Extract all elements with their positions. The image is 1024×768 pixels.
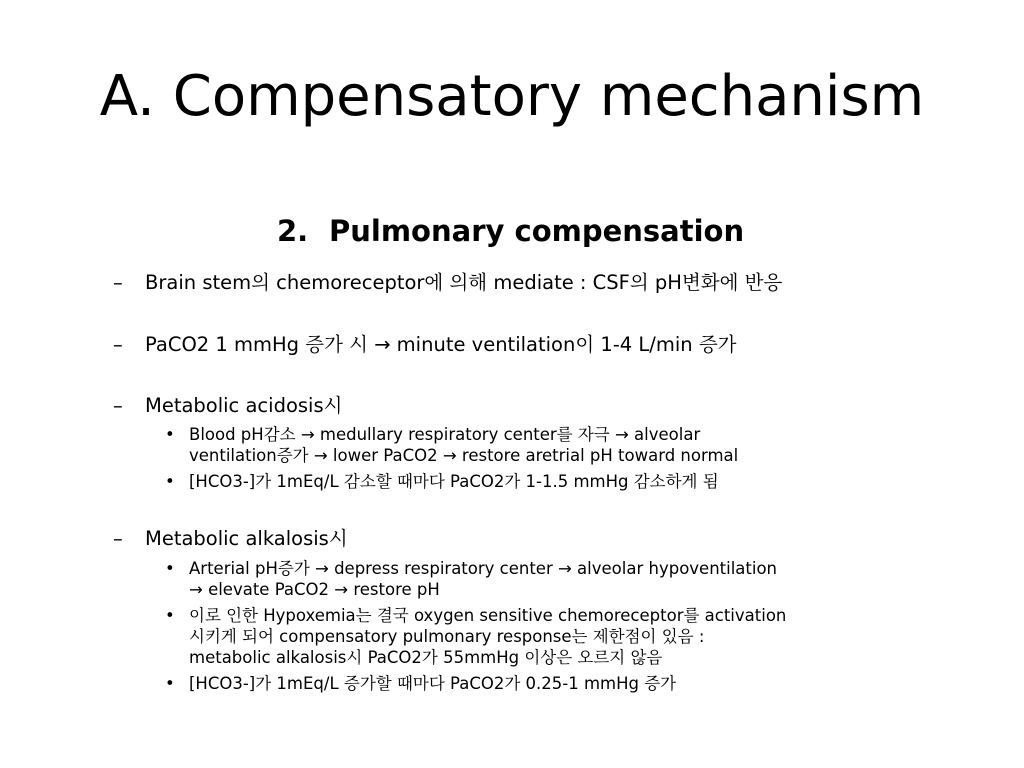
list-item bbox=[113, 268, 782, 298]
sub-list-item bbox=[163, 424, 738, 466]
sub-list-line: ventilation증가 → lower PaCO2 → restore aretrial pH toward normal bbox=[189, 446, 739, 465]
list-item-text: Metabolic acidosis시 bbox=[145, 394, 343, 417]
sub-list bbox=[163, 424, 738, 497]
section-heading bbox=[277, 210, 744, 252]
dash-marker: – bbox=[113, 333, 123, 356]
list-item-text: Metabolic alkalosis시 bbox=[145, 527, 348, 550]
bullet-marker: • bbox=[165, 606, 175, 625]
list-item-text: PaCO2 1 mmHg 증가 시 → minute ventilation이 1-4 L/min 증가 bbox=[145, 333, 737, 356]
sub-list-line: 시키게 되어 compensatory pulmonary response는 제한점이 있음 : bbox=[189, 627, 705, 646]
sub-list-line: 이로 인한 Hypoxemia는 결국 oxygen sensitive chemoreceptor를 activation bbox=[189, 606, 787, 625]
sub-list-item bbox=[163, 673, 786, 694]
list-item bbox=[113, 524, 348, 554]
list-item-text: Brain stem의 chemoreceptor에 의해 mediate : CSF의 pH변화에 반응 bbox=[145, 271, 783, 294]
dash-marker: – bbox=[113, 394, 123, 417]
section-number: 2. bbox=[277, 214, 309, 248]
bullet-marker: • bbox=[165, 425, 175, 444]
sub-list-line: Blood pH감소 → medullary respiratory center를 자극 → alveolar bbox=[189, 425, 701, 444]
sub-list-item bbox=[163, 558, 786, 600]
slide-title: A. Compensatory mechanism bbox=[99, 64, 925, 129]
dash-marker: – bbox=[113, 271, 123, 294]
list-item bbox=[113, 330, 737, 360]
bullet-marker: • bbox=[165, 559, 175, 578]
dash-marker: – bbox=[113, 527, 123, 550]
sub-list bbox=[163, 558, 786, 699]
sub-list-item bbox=[163, 471, 738, 492]
sub-list-line: metabolic alkalosis시 PaCO2가 55mmHg 이상은 오르지 않음 bbox=[189, 648, 663, 667]
sub-list-line: [HCO3-]가 1mEq/L 증가할 때마다 PaCO2가 0.25-1 mmHg 증가 bbox=[189, 674, 677, 693]
bullet-marker: • bbox=[165, 674, 175, 693]
sub-list-line: Arterial pH증가 → depress respiratory center → alveolar hypoventilation bbox=[189, 559, 778, 578]
sub-list-line: → elevate PaCO2 → restore pH bbox=[189, 580, 440, 599]
bullet-marker: • bbox=[165, 472, 175, 491]
list-item bbox=[113, 391, 342, 421]
sub-list-line: [HCO3-]가 1mEq/L 감소할 때마다 PaCO2가 1-1.5 mmHg 감소하게 됨 bbox=[189, 472, 719, 491]
section-title: Pulmonary compensation bbox=[329, 214, 745, 248]
sub-list-item bbox=[163, 605, 786, 668]
